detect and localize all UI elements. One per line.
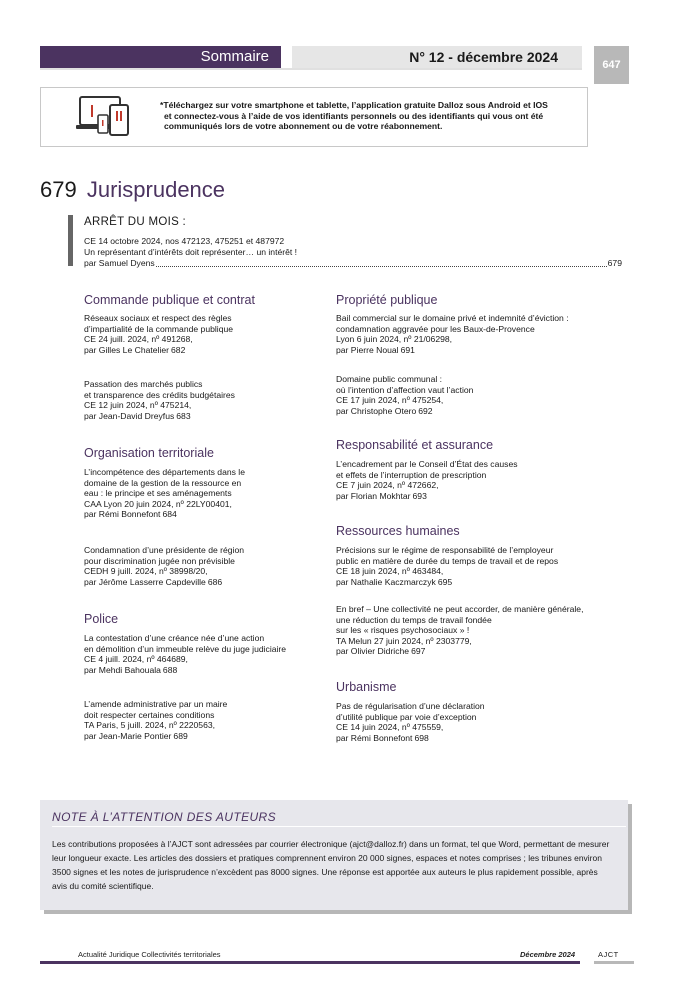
note-line: avis du comité scientifique. (52, 881, 154, 891)
article-page: 695 (437, 576, 453, 587)
article-author: par Jean-David Dreyfus (84, 410, 175, 421)
article-line: pour discrimination jugée non prévisible (84, 555, 235, 566)
article-line: public en matière de durée du temps de travail et de repos (336, 555, 559, 566)
article-author: par Olivier Didriche (336, 646, 410, 657)
toc-article[interactable] (84, 699, 298, 741)
header-rule (40, 68, 582, 70)
article-page: 683 (176, 410, 191, 421)
note-line: leur longueur exacte. Les articles des dossiers et pratiques comprennent environ 20 000 signes, espaces et notes comprises ; les tribunes environ (52, 853, 602, 863)
devices-icon (74, 95, 134, 139)
toc-article[interactable] (336, 701, 626, 743)
toc-article[interactable] (84, 545, 298, 587)
footer-journal: Actualité Juridique Collectivités territoriales (78, 950, 221, 959)
article-line: CEDH 9 juill. 2024, nº 38998/20, (84, 566, 208, 577)
article-line: Lyon 6 juin 2024, nº 21/06298, (336, 334, 453, 345)
toc-article[interactable] (84, 313, 298, 355)
app-notice-text (160, 100, 580, 132)
featured-page: 679 (607, 258, 622, 268)
toc-article[interactable] (336, 374, 626, 416)
article-line: Bail commercial sur le domaine privé et indemnité d’éviction : (336, 313, 569, 323)
article-line: eau : le principe et ses aménagements (84, 488, 232, 499)
toc-article[interactable] (84, 379, 298, 421)
toc-article[interactable] (336, 545, 626, 587)
article-line: où l’intention d’affection vaut l’action (336, 384, 474, 395)
article-line: TA Paris, 5 juill. 2024, nº 2220563, (84, 720, 216, 731)
note-body (52, 837, 622, 893)
article-line: condamnation aggravée pour les Baux-de-Provence (336, 323, 535, 334)
toc-author-line (336, 345, 626, 356)
note-line: 3500 signes et les notes de jurisprudence n’excèdent pas 8000 signes. Une réponse est apportée aux auteurs le plus rapidement possible, après (52, 867, 598, 877)
article-line: Réseaux sociaux et respect des règles (84, 313, 232, 323)
toc-author-line (84, 665, 298, 676)
article-line: Précisions sur le régime de responsabilité de l’employeur (336, 545, 554, 555)
article-page: 688 (162, 664, 178, 675)
header-section-label: Sommaire (40, 46, 281, 68)
article-author: par Florian Mokhtar (336, 490, 411, 501)
toc-author-line (84, 345, 298, 356)
app-notice-line: et connectez-vous à l’aide de vos identifiants personnels ou des identifiants qui vous ont été (164, 110, 544, 121)
footer-date: Décembre 2024 (520, 950, 576, 959)
page-number-tab: 647 (594, 46, 629, 84)
category-police: Police (84, 612, 119, 626)
article-line: L’incompétence des départements dans le (84, 467, 245, 477)
featured-author: par Samuel Dyens (84, 258, 155, 268)
footer-abbrev: AJCT (598, 950, 619, 959)
footer-rule (40, 961, 580, 964)
article-page: 693 (412, 490, 427, 501)
category-propriete-publique: Propriété publique (336, 293, 438, 307)
toc-author-line (84, 731, 298, 742)
article-line: d’impartialité de la commande publique (84, 323, 234, 334)
header-issue-label: N° 12 - décembre 2024 (292, 46, 582, 68)
category-organisation-territoriale: Organisation territoriale (84, 446, 214, 460)
article-line: CE 7 juin 2024, nº 472662, (336, 480, 439, 491)
article-line: Pas de régularisation d’une déclaration (336, 701, 485, 711)
article-line: CE 4 juill. 2024, nº 464689, (84, 654, 188, 665)
article-author: par Rémi Bonnefont (336, 732, 413, 743)
section-page-number: 679 (40, 177, 77, 202)
article-line: CE 18 juin 2024, nº 463484, (336, 566, 444, 577)
article-line: CAA Lyon 20 juin 2024, nº 22LY00401, (84, 498, 232, 509)
article-line: TA Melun 27 juin 2024, nº 2303779, (336, 635, 472, 646)
leader-dots (156, 265, 607, 267)
category-commande-publique: Commande publique et contrat (84, 293, 255, 307)
featured-toc-line[interactable] (84, 258, 622, 269)
article-author: par Christophe Otero (336, 405, 417, 416)
featured-title: Un représentant d’intérêts doit représenter… un intérêt ! (84, 247, 298, 257)
article-page: 697 (411, 646, 426, 657)
article-line: CE 12 juin 2024, nº 475214, (84, 400, 192, 411)
toc-article[interactable] (336, 604, 626, 657)
article-line: sur les « risques psychosociaux » ! (336, 625, 470, 636)
featured-reference: CE 14 octobre 2024, nos 472123, 475251 et 487972 (84, 236, 285, 246)
article-author: par Rémi Bonnefont (84, 509, 161, 520)
article-page: 684 (162, 509, 177, 520)
note-line: Les contributions proposées à l’AJCT sont adressées par courrier électronique (ajct@dalloz.fr) dans un format, tel que Word, permettant de mesurer (52, 839, 610, 849)
section-title (40, 177, 225, 203)
article-line: CE 17 juin 2024, nº 475254, (336, 395, 444, 406)
toc-author-line (336, 491, 626, 502)
article-line: et transparence des crédits budgétaires (84, 389, 235, 400)
toc-author-line (84, 577, 298, 588)
article-line: Passation des marchés publics (84, 379, 203, 389)
article-author: par Jean-Marie Pontier (84, 730, 172, 741)
article-line: doit respecter certaines conditions (84, 709, 215, 720)
article-page: 692 (418, 405, 433, 416)
article-author: par Jérôme Lasserre Capdeville (84, 576, 206, 587)
article-line: d’utilité publique par voie d’exception (336, 711, 477, 722)
article-line: En bref – Une collectivité ne peut accorder, de manière générale, (336, 604, 584, 614)
article-page: 689 (173, 730, 188, 741)
toc-author-line (84, 509, 298, 520)
toc-author-line (336, 406, 626, 417)
featured-label: ARRÊT DU MOIS : (84, 216, 187, 228)
note-title: NOTE À L’ATTENTION DES AUTEURS (52, 810, 277, 824)
footer-rule-tab (594, 961, 634, 964)
article-author: par Pierre Noual (336, 344, 399, 355)
article-author: par Gilles Le Chatelier (84, 344, 170, 355)
toc-author-line (336, 577, 626, 588)
article-page: 682 (171, 344, 186, 355)
article-author: par Mehdi Bahouala (84, 664, 161, 675)
toc-article[interactable] (336, 313, 626, 355)
article-line: CE 14 juin 2024, nº 475559, (336, 722, 444, 733)
article-line: L’encadrement par le Conseil d’État des causes (336, 459, 518, 469)
section-name: Jurisprudence (86, 177, 226, 202)
article-line: domaine de la gestion de la ressource en (84, 477, 242, 488)
article-line: La contestation d’une créance née d’une action (84, 633, 265, 643)
toc-article[interactable] (84, 633, 298, 675)
article-line: et effets de l’interruption de prescription (336, 469, 487, 480)
note-rule (52, 826, 626, 827)
toc-author-line (336, 646, 626, 657)
article-page: 698 (414, 732, 429, 743)
article-page: 691 (400, 344, 415, 355)
article-line: L’amende administrative par un maire (84, 699, 228, 709)
category-urbanisme: Urbanisme (336, 680, 397, 694)
toc-article[interactable] (84, 467, 298, 520)
article-author: par Nathalie Kaczmarczyk (336, 576, 436, 587)
article-page: 686 (207, 576, 223, 587)
toc-author-line (336, 733, 626, 744)
category-ressources-humaines: Ressources humaines (336, 524, 460, 538)
article-line: Condamnation d’une présidente de région (84, 545, 245, 555)
article-line: une réduction du temps de travail fondée (336, 614, 492, 625)
toc-article[interactable] (336, 459, 626, 501)
article-line: en démolition d’un immeuble relève du juge judiciaire (84, 643, 287, 654)
toc-author-line (84, 411, 298, 422)
app-notice-line: communiqués lors de votre abonnement ou de votre réabonnement. (164, 121, 443, 132)
app-notice-line: *Téléchargez sur votre smartphone et tablette, l’application gratuite Dalloz sous Android et IOS (160, 100, 548, 110)
article-line: CE 24 juill. 2024, nº 491268, (84, 334, 193, 345)
category-responsabilite-assurance: Responsabilité et assurance (336, 438, 494, 452)
featured-bar (68, 215, 73, 266)
article-line: Domaine public communal : (336, 374, 443, 384)
